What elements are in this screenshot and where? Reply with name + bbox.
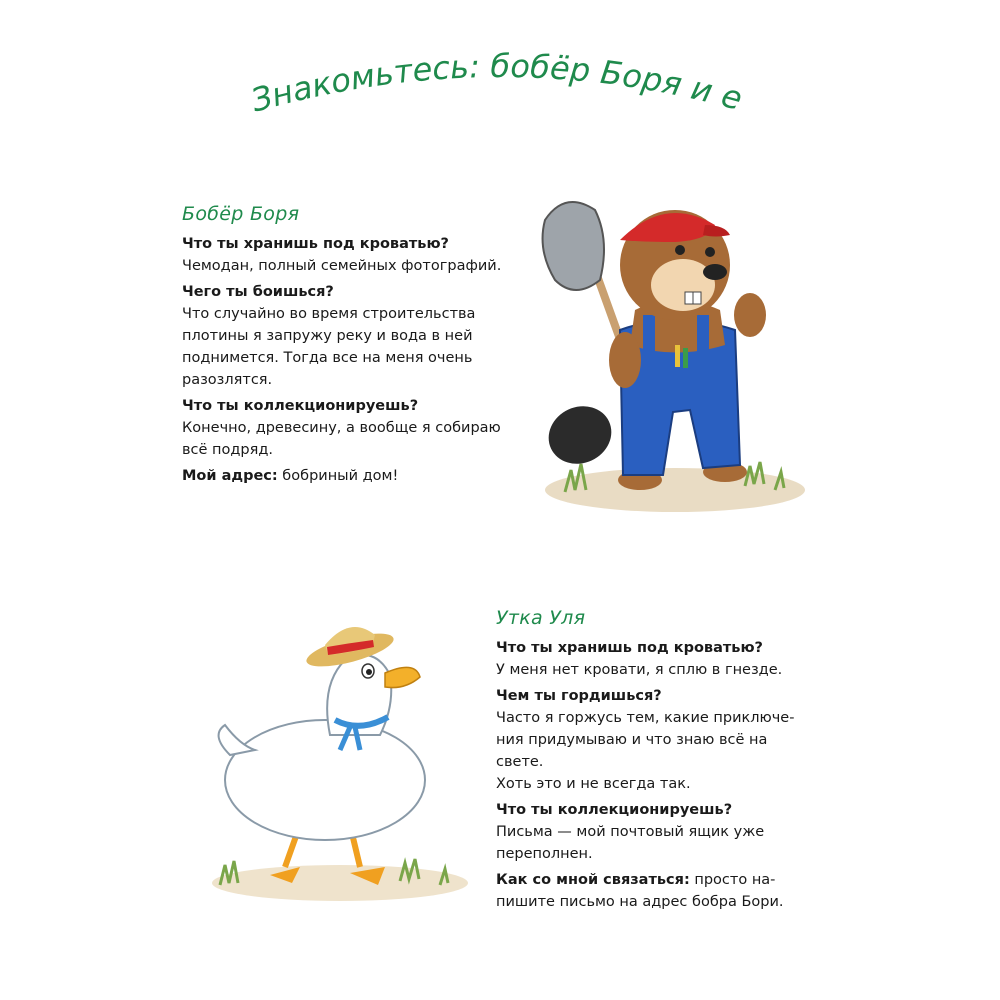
beaver-question-3: Что ты коллекционируешь? <box>182 398 419 414</box>
duck-answer-2: Часто я горжусь тем, какие приключе- ния придумываю и что знаю всё на свете. Хоть это и не всегда так. <box>496 710 795 792</box>
beaver-question-2: Чего ты боишься? <box>182 284 334 300</box>
beaver-question-1: Что ты хранишь под кроватью? <box>182 236 449 252</box>
duck-answer-1: У меня нет кровати, я сплю в гнезде. <box>496 662 783 678</box>
beaver-answer-2: Что случайно во время строительства плотины я запружу реку и вода в ней поднимется. Тогда все на меня очень разозлятся. <box>182 306 476 388</box>
duck-illustration <box>200 605 480 915</box>
beaver-answer-3: Конечно, древесину, а вообще я собираю всё подряд. <box>182 420 501 458</box>
duck-contact <box>496 869 816 913</box>
beaver-address <box>182 465 502 487</box>
beaver-address-value: бобриный дом! <box>277 468 399 484</box>
duck-qa-1 <box>496 637 816 681</box>
duck-qa-2 <box>496 685 816 795</box>
duck-contact-value: просто на- пишите письмо на адрес бобра Бори. <box>496 872 784 910</box>
beaver-profile <box>182 203 502 491</box>
page-title <box>238 22 750 132</box>
duck-answer-3: Письма — мой почтовый ящик уже переполнен. <box>496 824 765 862</box>
beaver-qa-3 <box>182 395 502 461</box>
beaver-qa-1 <box>182 233 502 277</box>
page-title-text: Знакомьтесь: бобёр Боря и его друзья <box>238 22 747 120</box>
duck-name: Утка Уля <box>496 607 586 629</box>
duck-question-3: Что ты коллекционируешь? <box>496 802 733 818</box>
beaver-address-label: Мой адрес: <box>182 468 278 484</box>
beaver-illustration <box>525 180 815 530</box>
beaver-qa-2 <box>182 281 502 391</box>
duck-profile <box>496 607 816 917</box>
duck-question-1: Что ты хранишь под кроватью? <box>496 640 763 656</box>
beaver-answer-1: Чемодан, полный семейных фотографий. <box>182 258 502 274</box>
duck-contact-label: Как со мной связаться: <box>496 872 690 888</box>
duck-qa-3 <box>496 799 816 865</box>
beaver-name: Бобёр Боря <box>182 203 300 225</box>
duck-question-2: Чем ты гордишься? <box>496 688 662 704</box>
